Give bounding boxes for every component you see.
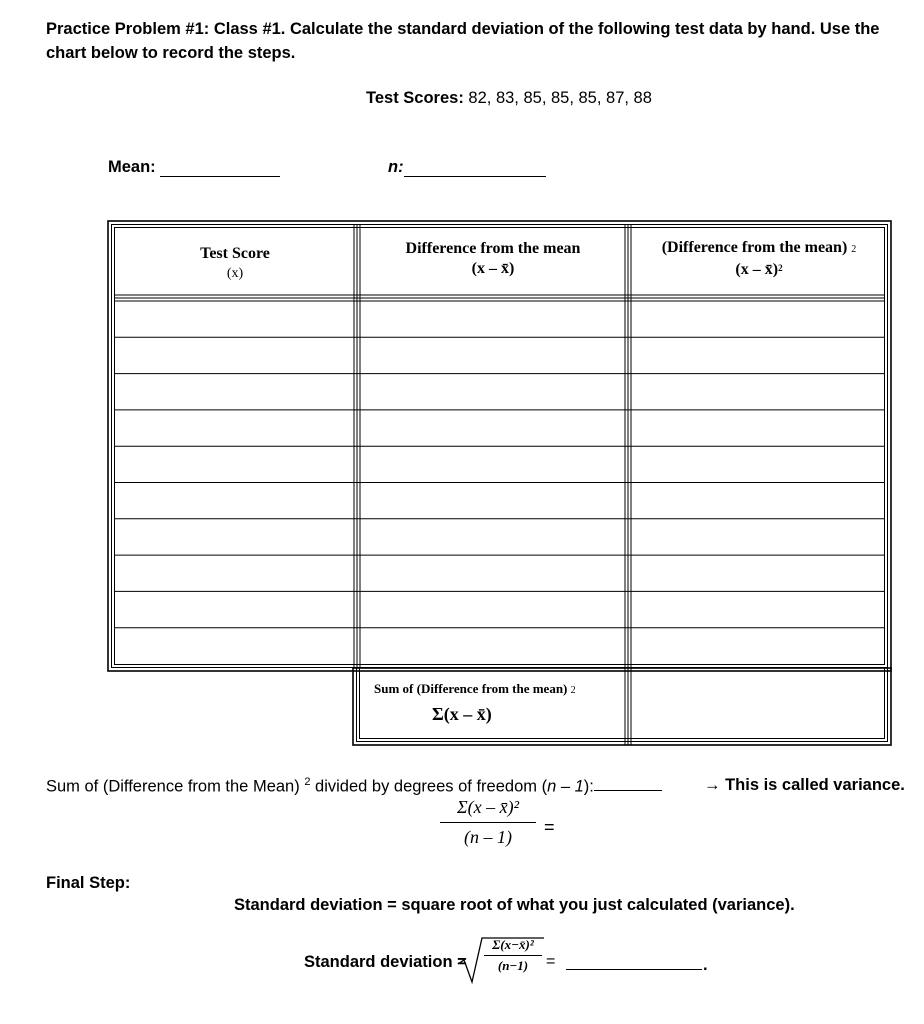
col-difference-sub: (x – x̄)	[471, 260, 515, 277]
col-difference-header	[362, 239, 624, 279]
sd-denominator: (n−1)	[497, 958, 529, 973]
col-difference-title: Difference from the mean	[405, 240, 581, 257]
col-test-score-sub: (x)	[226, 266, 244, 281]
col-squared-sub-sup: 2	[778, 263, 783, 273]
header-divider	[114, 295, 885, 301]
col-squared-title-sup: 2	[851, 244, 857, 255]
variance-numerator: Σ(x – x̄)²	[440, 797, 536, 823]
variance-text-a: Sum of (Difference from the Mean)	[46, 777, 300, 796]
variance-note: → This is called variance.	[704, 776, 905, 794]
final-step-label: Final Step:	[46, 874, 131, 892]
col-squared-sub: (x – x̄)	[735, 261, 779, 278]
sum-caption	[374, 681, 576, 697]
final-step-description: Standard deviation = square root of what you just calculated (variance).	[234, 896, 795, 914]
column-divider-2	[625, 224, 631, 745]
test-scores-values: 82, 83, 85, 85, 85, 87, 88	[468, 89, 652, 107]
variance-text-d: ):	[583, 777, 594, 796]
n-label: n:	[388, 158, 404, 176]
instructions: Practice Problem #1: Class #1. Calculate the standard deviation of the following test data by hand. Use the chart below to record the steps.	[46, 20, 880, 62]
sum-caption-text: Sum of (Difference from the mean)	[374, 681, 568, 696]
col-squared-header	[634, 238, 884, 281]
variance-equals: =	[544, 817, 555, 837]
sd-answer-line[interactable]	[566, 969, 702, 970]
variance-formula	[440, 797, 536, 848]
variance-text-b: divided by degrees of freedom (	[310, 777, 548, 796]
sd-equals: =	[546, 953, 556, 970]
sd-numerator: Σ(x−x̄)²	[484, 937, 542, 956]
variance-text-sup: 2	[304, 776, 311, 788]
variance-answer-line[interactable]	[594, 790, 662, 791]
col-squared-title: (Difference from the mean)	[661, 239, 848, 256]
col-test-score-header	[118, 244, 352, 284]
sd-formula	[484, 937, 542, 974]
test-scores-label: Test Scores:	[366, 89, 464, 107]
sd-period: .	[703, 956, 708, 974]
sd-label: Standard deviation =	[304, 953, 467, 971]
variance-instruction	[46, 776, 662, 797]
sum-formula: Σ(x – x̄)	[432, 704, 492, 724]
col-test-score-title: Test Score	[200, 245, 270, 262]
variance-text-c: n – 1	[547, 777, 584, 796]
sum-caption-sup: 2	[570, 685, 576, 696]
mean-label: Mean:	[108, 158, 156, 176]
variance-denominator: (n – 1)	[464, 827, 512, 847]
